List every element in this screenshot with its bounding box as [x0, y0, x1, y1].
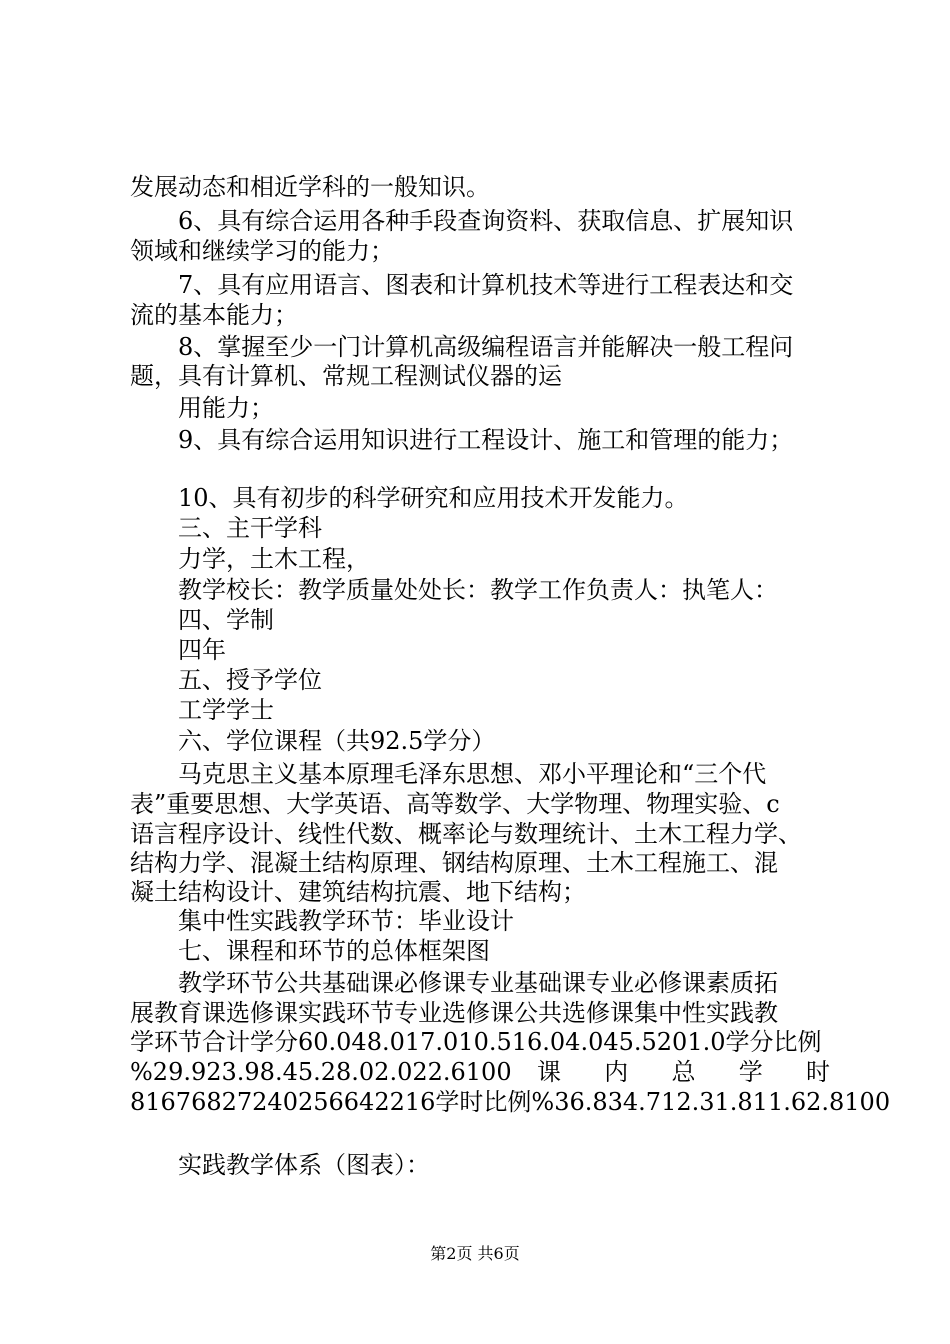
text-line-3: 领域和继续学习的能力；	[130, 237, 394, 265]
section-heading-5: 五、授予学位	[178, 666, 322, 694]
text-line-10: 10、具有初步的科学研究和应用技术开发能力。	[178, 484, 689, 512]
text-line-13: 教学校长：教学质量处处长：教学工作负责人：执笔人：	[178, 576, 778, 604]
text-line-2: 6、具有综合运用各种手段查询资料、获取信息、扩展知识	[178, 207, 794, 235]
section-heading-3: 三、主干学科	[178, 514, 322, 542]
text-line-1: 发展动态和相近学科的一般知识。	[130, 173, 490, 201]
text-line-29: %29.923.98.45.28.02.022.6100 课 内 总 学 时	[130, 1058, 830, 1086]
text-line-22: 结构力学、混凝土结构原理、钢结构原理、土木工程施工、混	[130, 849, 778, 877]
text-line-30: 8167682724025664221​6学时比例%36.834.712.31.811.62.8100	[130, 1088, 891, 1116]
text-line-17: 工学学士	[178, 696, 274, 724]
text-line-20: 表”重要思想、大学英语、高等数学、大学物理、物理实验、c	[130, 790, 780, 818]
text-line-6: 8、掌握至少一门计算机高级编程语言并能解决一般工程问	[178, 333, 794, 361]
text-line-19: 马克思主义基本原理毛泽东思想、邓小平理论和“三个代	[178, 760, 767, 788]
section-heading-7: 七、课程和环节的总体框架图	[178, 937, 490, 965]
text-line-5: 流的基本能力；	[130, 301, 298, 329]
page-footer	[0, 1244, 950, 1264]
text-line-4: 7、具有应用语言、图表和计算机技术等进行工程表达和交	[178, 271, 794, 299]
text-line-26: 教学环节公共基础课必修课专业基础课专业必修课素质拓	[178, 969, 778, 997]
text-line-7: 题，具有计算机、常规工程测试仪器的运	[130, 362, 562, 390]
section-heading-6: 六、学位课程（共92.5学分）	[178, 727, 496, 755]
text-line-23: 凝土结构设计、建筑结构抗震、地下结构；	[130, 878, 586, 906]
section-heading-4: 四、学制	[178, 606, 274, 634]
text-line-12: 力学，土木工程，	[178, 545, 370, 573]
text-line-9: 9、具有综合运用知识进行工程设计、施工和管理的能力；	[178, 426, 794, 454]
page-number-label: 第2页 共6页	[430, 1244, 520, 1263]
text-line-21: 语言程序设计、线性代数、概率论与数理统计、土木工程力学、	[130, 820, 802, 848]
text-line-27: 展教育课选修课实践环节专业选修课公共选修课集中性实践教	[130, 999, 778, 1027]
text-line-31: 实践教学体系（图表）：	[178, 1151, 430, 1179]
text-line-15: 四年	[178, 636, 226, 664]
text-line-24: 集中性实践教学环节：毕业设计	[178, 907, 514, 935]
text-line-28: 学环节合计学分60.048.017.010.516.04.045.5201.0学分比例	[130, 1028, 822, 1056]
text-line-8: 用能力；	[178, 394, 274, 422]
